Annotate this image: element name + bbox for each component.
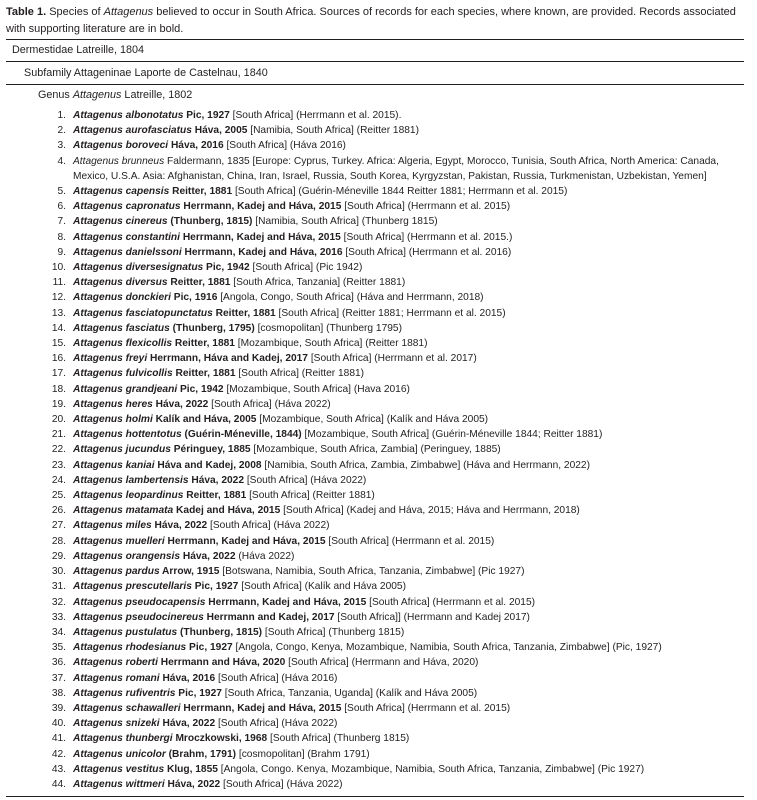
caption-genus: Attagenus (103, 6, 154, 18)
species-entry (73, 412, 748, 427)
species-name: Attagenus fulvicollis (73, 368, 173, 380)
species-record: [South Africa] (Herrmann et al. 2015.) (340, 231, 513, 243)
species-authority: Pic, 1916 (170, 292, 218, 304)
species-name: Attagenus danielssoni (73, 246, 182, 258)
species-authority: Reitter, 1881 (183, 490, 247, 502)
species-row (36, 762, 748, 777)
species-name: Attagenus albonotatus (73, 110, 184, 121)
species-row (36, 382, 748, 397)
species-number: 27. (51, 520, 66, 532)
species-number: 19. (51, 398, 66, 410)
species-entry (73, 686, 748, 701)
species-row (36, 701, 748, 716)
species-row (36, 671, 748, 686)
species-record: [Europe: Cyprus, Turkey. Africa: Algeria, Egypt, Morocco, Tunisia, South Africa, North America: Canada, Mexico, U.S.A. Asia: Afghanistan, China, Iran, Israel, Russia, South Korea, Kyrgyzstan, Pakistan, Russia, Turkmenistan, Uzbekistan, Yemen] (73, 155, 719, 182)
species-record: [South Africa] (Herrmann et al. 2016) (342, 246, 512, 258)
species-number: 11. (52, 277, 66, 289)
species-record: [South Africa, Tanzania, Uganda] (Kalík and Háva 2005) (221, 687, 478, 699)
species-record: [Mozambique, South Africa] (Kalík and Háva 2005) (256, 414, 489, 426)
species-name: Attagenus diversus (73, 277, 168, 289)
species-authority: Herrmann, Kadej and Háva, 2015 (164, 535, 326, 547)
species-authority: Háva, 2022 (180, 550, 236, 562)
species-name: Attagenus donckieri (73, 292, 171, 304)
species-entry (73, 336, 748, 351)
species-record: [South Africa] (Háva 2022) (220, 778, 343, 790)
caption-label: Table 1. (6, 6, 47, 18)
species-authority: Háva, 2005 (191, 125, 248, 137)
species-authority: Reitter, 1881 (169, 186, 233, 198)
species-number: 33. (51, 611, 66, 623)
species-number: 39. (51, 702, 66, 714)
species-row (36, 321, 748, 336)
species-name: Attagenus pustulatus (73, 626, 178, 638)
species-entry (73, 716, 748, 731)
species-authority: Háva, 2022 (152, 398, 209, 410)
species-entry (73, 488, 748, 503)
species-record: [South Africa] (Háva 2022) (208, 398, 331, 410)
family-row: Dermestidae Latreille, 1804 (12, 44, 145, 56)
species-name: Attagenus holmi (73, 414, 153, 426)
species-authority: Pic, 1942 (203, 262, 250, 274)
species-name: Attagenus capronatus (73, 201, 181, 213)
species-row (36, 260, 748, 275)
species-name: Attagenus brunneus (73, 155, 165, 167)
species-authority: Reitter, 1881 (172, 368, 236, 380)
species-authority: Háva and Kadej, 2008 (154, 459, 262, 471)
species-row (36, 199, 748, 214)
species-number: 14. (51, 322, 66, 334)
species-entry (73, 473, 748, 488)
species-authority: Háva, 2022 (151, 520, 208, 532)
species-authority: Háva, 2022 (188, 474, 245, 486)
species-authority: Herrmann, Kadej and Háva, 2015 (179, 231, 341, 243)
species-row (36, 245, 748, 260)
species-entry (73, 108, 748, 123)
species-row (36, 154, 748, 184)
species-number: 34. (51, 626, 66, 638)
species-name: Attagenus schawalleri (73, 702, 181, 714)
species-entry (73, 534, 748, 549)
species-row (36, 123, 748, 138)
species-name: Attagenus roberti (73, 657, 158, 669)
species-record: [Botswana, Namibia, South Africa, Tanzania, Zimbabwe] (Pic 1927) (219, 566, 525, 578)
species-row (36, 397, 748, 412)
species-record: [South Africa]] (Herrmann and Kadej 2017) (334, 611, 530, 623)
species-record: [Namibia, South Africa, Zambia, Zimbabwe] (Háva and Herrmann, 2022) (261, 459, 590, 471)
species-authority: Arrow, 1915 (159, 566, 220, 578)
species-authority: Reitter, 1881 (212, 307, 276, 319)
species-number: 1. (57, 110, 66, 121)
species-record: [South Africa] (Herrmann et al. 2015) (341, 702, 511, 714)
species-authority: Klug, 1855 (164, 763, 218, 775)
species-number: 22. (51, 444, 66, 456)
species-record: [South Africa] (Herrmann et al. 2015). (229, 110, 402, 121)
species-authority: Háva, 2016 (159, 672, 216, 684)
species-number: 5. (57, 186, 66, 198)
species-number: 37. (51, 672, 66, 684)
species-record: [cosmopolitan] (Brahm 1791) (236, 748, 370, 760)
species-authority: Herrmann and Háva, 2020 (157, 657, 286, 669)
species-authority: Péringuey, 1885 (170, 444, 251, 456)
species-number: 3. (57, 140, 66, 152)
species-authority: Háva, 2022 (159, 718, 216, 730)
table-bottom-rule (6, 796, 744, 797)
species-record: [South Africa] (Háva 2022) (244, 474, 367, 486)
species-entry (73, 382, 748, 397)
species-authority: Pic, 1927 (175, 687, 222, 699)
species-number: 31. (51, 581, 66, 593)
species-entry (73, 564, 748, 579)
species-record: [South Africa] (Thunberg 1815) (267, 733, 410, 745)
species-name: Attagenus jucundus (73, 444, 171, 456)
species-number: 23. (51, 459, 66, 471)
genus-row (38, 88, 192, 102)
species-number: 38. (51, 687, 66, 699)
species-entry (73, 671, 748, 686)
species-number: 26. (51, 505, 66, 517)
species-entry (73, 260, 748, 275)
species-number: 32. (51, 596, 66, 608)
caption-text-after: believed to occur in South Africa. Sources of records for each species, where known, are provided. Records associated with supporting literature are in bold. (6, 6, 736, 35)
species-row (36, 655, 748, 670)
species-entry (73, 549, 748, 564)
species-record: [South Africa] (Háva 2022) (207, 520, 330, 532)
species-name: Attagenus hottentotus (73, 429, 182, 441)
species-row (36, 214, 748, 229)
species-entry (73, 306, 748, 321)
species-row (36, 716, 748, 731)
species-entry (73, 351, 748, 366)
species-row (36, 108, 748, 123)
species-authority: Háva, 2016 (168, 140, 224, 152)
species-number: 16. (51, 353, 66, 365)
species-entry (73, 275, 748, 290)
species-entry (73, 123, 748, 138)
species-number: 7. (57, 216, 66, 228)
species-entry (73, 214, 748, 229)
species-record: [South Africa] (Reitter 1881) (235, 368, 365, 380)
species-entry (73, 245, 748, 260)
species-name: Attagenus flexicollis (73, 338, 173, 350)
species-row (36, 503, 748, 518)
species-authority: (Thunberg, 1815) (167, 216, 253, 228)
species-list (36, 108, 748, 792)
species-name: Attagenus diversesignatus (73, 262, 204, 274)
species-record: [cosmopolitan] (Thunberg 1795) (254, 322, 402, 334)
species-row (36, 275, 748, 290)
species-record: [South Africa] (Guérin-Méneville 1844 Reitter 1881; Herrmann et al. 2015) (232, 186, 568, 198)
species-entry (73, 701, 748, 716)
species-entry (73, 610, 748, 625)
genus-name: Attagenus (72, 89, 122, 101)
species-row (36, 549, 748, 564)
species-record: [South Africa] (Herrmann et al. 2015) (366, 596, 536, 608)
species-number: 2. (57, 125, 66, 137)
species-row (36, 290, 748, 305)
table-top-rule (6, 39, 744, 40)
species-name: Attagenus lambertensis (73, 474, 189, 486)
species-row (36, 686, 748, 701)
species-name: Attagenus muelleri (73, 535, 165, 547)
species-row (36, 427, 748, 442)
species-record: [Namibia, South Africa] (Thunberg 1815) (252, 216, 438, 228)
genus-prefix: Genus (38, 89, 73, 101)
species-record: [Mozambique, South Africa, Zambia] (Peringuey, 1885) (250, 444, 501, 456)
species-row (36, 534, 748, 549)
species-record: [Angola, Congo, South Africa] (Háva and Herrmann, 2018) (217, 292, 484, 304)
species-record: [South Africa] (Herrmann et al. 2015) (325, 535, 495, 547)
species-record: [South Africa] (Herrmann et al. 2017) (307, 353, 477, 365)
species-number: 9. (57, 246, 66, 258)
species-record: [South Africa] (Herrmann et al. 2015) (341, 201, 511, 213)
species-entry (73, 290, 748, 305)
species-record: [South Africa] (Herrmann and Háva, 2020) (285, 657, 479, 669)
species-authority: Reitter, 1881 (172, 338, 235, 350)
species-row (36, 184, 748, 199)
species-row (36, 610, 748, 625)
species-authority: Pic, 1942 (177, 383, 224, 395)
species-entry (73, 427, 748, 442)
species-record: [South Africa, Tanzania] (Reitter 1881) (230, 277, 406, 289)
species-entry (73, 747, 748, 762)
species-number: 4. (57, 155, 66, 167)
species-entry (73, 199, 748, 214)
species-entry (73, 579, 748, 594)
species-name: Attagenus grandjeani (73, 383, 178, 395)
species-name: Attagenus miles (73, 520, 152, 532)
species-authority: Háva, 2022 (164, 778, 221, 790)
species-entry (73, 154, 748, 184)
species-name: Attagenus pseudocinereus (73, 611, 204, 623)
species-row (36, 595, 748, 610)
species-number: 25. (51, 490, 66, 502)
species-authority: Kadej and Háva, 2015 (173, 505, 281, 517)
species-record: [Mozambique, South Africa] (Hava 2016) (223, 383, 410, 395)
species-entry (73, 230, 748, 245)
species-number: 40. (51, 718, 66, 730)
species-row (36, 747, 748, 762)
species-name: Attagenus pardus (73, 566, 160, 578)
caption-text-before: Species of (46, 6, 104, 18)
species-number: 36. (51, 657, 66, 669)
species-number: 13. (51, 307, 66, 319)
species-row (36, 625, 748, 640)
species-number: 41. (51, 733, 66, 745)
species-authority: (Thunberg, 1815) (177, 626, 263, 638)
subfamily-rule (6, 84, 744, 85)
species-number: 18. (51, 383, 66, 395)
species-authority: Herrmann, Kadej and Háva, 2015 (180, 201, 342, 213)
species-authority: Herrmann and Kadej, 2017 (203, 611, 335, 623)
species-name: Attagenus constantini (73, 231, 180, 243)
species-name: Attagenus leopardinus (73, 490, 184, 502)
species-entry (73, 397, 748, 412)
species-record: [South Africa] (Háva 2016) (223, 140, 346, 152)
species-row (36, 412, 748, 427)
species-name: Attagenus fasciatopunctatus (73, 307, 213, 319)
species-authority: (Brahm, 1791) (165, 748, 237, 760)
species-name: Attagenus thunbergi (73, 733, 173, 745)
species-name: Attagenus snizeki (73, 718, 160, 730)
species-name: Attagenus vestitus (73, 763, 165, 775)
species-row (36, 518, 748, 533)
species-row (36, 336, 748, 351)
species-entry (73, 625, 748, 640)
species-name: Attagenus aurofasciatus (73, 125, 192, 137)
species-number: 24. (51, 474, 66, 486)
species-name: Attagenus boroveci (73, 140, 169, 152)
species-number: 44. (51, 778, 66, 790)
species-name: Attagenus freyi (73, 353, 148, 365)
species-name: Attagenus pseudocapensis (73, 596, 206, 608)
species-number: 17. (51, 368, 66, 380)
species-number: 29. (51, 550, 66, 562)
species-number: 20. (51, 414, 66, 426)
species-name: Attagenus wittmeri (73, 778, 165, 790)
species-record: [South Africa] (Kadej and Háva, 2015; Háva and Herrmann, 2018) (280, 505, 580, 517)
species-row (36, 777, 748, 792)
species-record: [Namibia, South Africa] (Reitter 1881) (247, 125, 419, 137)
species-name: Attagenus fasciatus (73, 322, 170, 334)
family-rule (6, 61, 744, 62)
species-entry (73, 655, 748, 670)
species-record: [Mozambique, South Africa] (Reitter 1881) (234, 338, 428, 350)
species-authority: Herrmann, Kadej and Háva, 2016 (181, 246, 343, 258)
species-number: 15. (51, 338, 66, 350)
species-authority: Herrmann, Kadej and Háva, 2015 (205, 596, 367, 608)
species-record: [South Africa] (Háva 2022) (215, 718, 338, 730)
species-name: Attagenus heres (73, 398, 153, 410)
species-number: 35. (51, 642, 66, 654)
species-number: 6. (57, 201, 66, 213)
species-entry (73, 503, 748, 518)
species-number: 21. (51, 429, 66, 441)
species-name: Attagenus rufiventris (73, 687, 176, 699)
species-record: [South Africa] (Thunberg 1815) (262, 626, 405, 638)
subfamily-row: Subfamily Attageninae Laporte de Castelnau, 1840 (24, 67, 268, 79)
species-record: [Mozambique, South Africa] (Guérin-Méneville 1844; Reitter 1881) (301, 429, 603, 441)
species-row (36, 579, 748, 594)
species-authority: (Thunberg, 1795) (169, 322, 255, 334)
species-record: (Háva 2022) (235, 550, 295, 562)
species-number: 12. (51, 292, 66, 304)
species-entry (73, 518, 748, 533)
table-caption (6, 4, 751, 38)
species-row (36, 230, 748, 245)
species-number: 8. (57, 231, 66, 243)
species-name: Attagenus romani (73, 672, 160, 684)
species-entry (73, 731, 748, 746)
species-entry (73, 321, 748, 336)
species-name: Attagenus unicolor (73, 748, 166, 760)
species-authority: Kalík and Háva, 2005 (152, 414, 257, 426)
species-record: [South Africa] (Pic 1942) (249, 262, 363, 274)
species-entry (73, 595, 748, 610)
species-row (36, 640, 748, 655)
species-entry (73, 640, 748, 655)
species-name: Attagenus matamata (73, 505, 174, 517)
species-name: Attagenus capensis (73, 186, 170, 198)
species-row (36, 351, 748, 366)
species-name: Attagenus orangensis (73, 550, 180, 562)
species-number: 43. (51, 763, 66, 775)
species-entry (73, 184, 748, 199)
species-authority: Mroczkowski, 1968 (172, 733, 268, 745)
species-record: [South Africa] (Reitter 1881; Herrmann et al. 2015) (275, 307, 506, 319)
species-entry (73, 458, 748, 473)
species-authority: Reitter, 1881 (167, 277, 231, 289)
species-authority: Pic, 1927 (183, 110, 230, 121)
species-authority: Herrmann, Háva and Kadej, 2017 (147, 353, 308, 365)
species-name: Attagenus kaniai (73, 459, 155, 471)
species-row (36, 458, 748, 473)
species-name: Attagenus rhodesianus (73, 642, 187, 654)
species-authority: Faldermann, 1835 (164, 155, 250, 167)
species-authority: Pic, 1927 (191, 581, 239, 593)
genus-suffix: Latreille, 1802 (121, 89, 193, 101)
species-row (36, 306, 748, 321)
species-record: [South Africa] (Kalík and Háva 2005) (238, 581, 406, 593)
species-record: [Angola, Congo. Kenya, Mozambique, Namibia, South Africa, Tanzania, Zimbabwe] (Pic 1927) (217, 763, 645, 775)
species-row (36, 564, 748, 579)
species-row (36, 138, 748, 153)
species-entry (73, 762, 748, 777)
species-authority: (Guérin-Méneville, 1844) (181, 429, 302, 441)
species-record: [South Africa] (Háva 2016) (215, 672, 338, 684)
species-authority: Herrmann, Kadej and Háva, 2015 (180, 702, 342, 714)
species-number: 42. (51, 748, 66, 760)
species-entry (73, 777, 748, 792)
species-name: Attagenus cinereus (73, 216, 168, 228)
species-row (36, 366, 748, 381)
species-row (36, 488, 748, 503)
species-row (36, 442, 748, 457)
species-number: 10. (51, 262, 66, 274)
species-number: 30. (51, 566, 66, 578)
species-record: [South Africa] (Reitter 1881) (246, 490, 375, 502)
species-entry (73, 366, 748, 381)
species-row (36, 473, 748, 488)
species-authority: Pic, 1927 (186, 642, 233, 654)
species-record: [Angola, Congo, Kenya, Mozambique, Namibia, South Africa, Tanzania, Zimbabwe] (Pic, 1927) (232, 642, 662, 654)
species-row (36, 731, 748, 746)
species-entry (73, 138, 748, 153)
species-entry (73, 442, 748, 457)
species-number: 28. (51, 535, 66, 547)
species-name: Attagenus prescutellaris (73, 581, 192, 593)
